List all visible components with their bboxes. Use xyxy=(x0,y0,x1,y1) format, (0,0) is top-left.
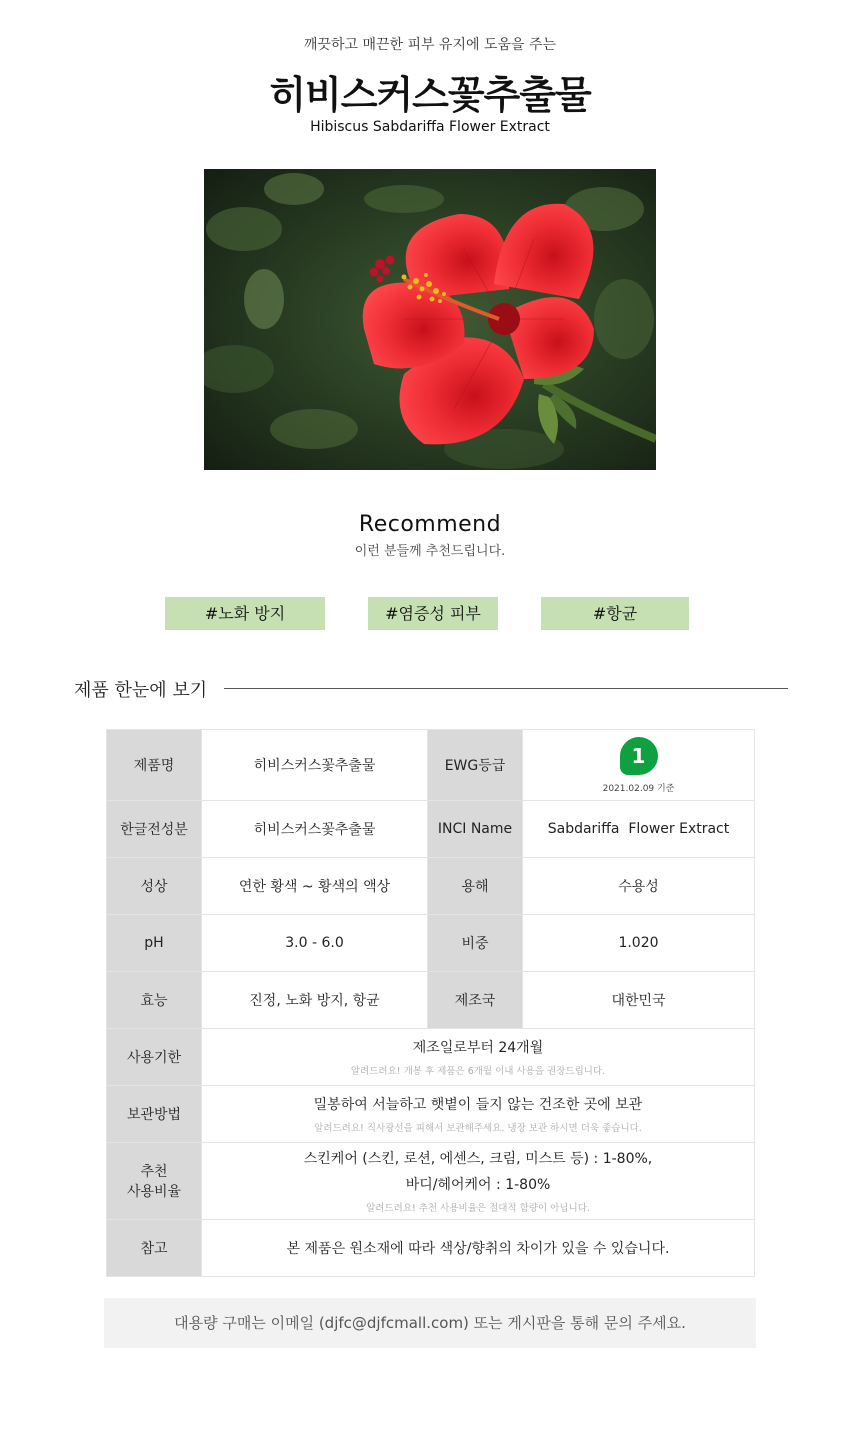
korean-name-label: 한글전성분 xyxy=(107,801,202,858)
inci-label: INCI Name xyxy=(428,801,523,858)
table-row xyxy=(107,1029,755,1086)
ewg-date: 2021.02.09 기준 xyxy=(602,783,675,794)
ewg-label: EWG등급 xyxy=(428,730,523,801)
shelf-life-cell xyxy=(202,1029,755,1086)
recommend-tag-anti-aging: #노화 방지 xyxy=(165,597,325,630)
origin-value: 대한민국 xyxy=(523,972,755,1029)
product-subtitle: 깨끗하고 매끈한 피부 유지에 도움을 주는 xyxy=(303,37,557,53)
ph-value: 3.0 - 6.0 xyxy=(202,915,428,972)
storage-note: 알려드려요! 직사광선을 피해서 보관해주세요. 냉장 보관 하시면 더욱 좋습니다. xyxy=(314,1123,642,1134)
product-title: 히비스커스꽃추출물 xyxy=(269,73,591,117)
usage-value-line1: 스킨케어 (스킨, 로션, 에센스, 크림, 미스트 등) : 1-80%, xyxy=(303,1151,653,1167)
table-row xyxy=(107,972,755,1029)
korean-name-value: 히비스커스꽃추출물 xyxy=(202,801,428,858)
usage-label-line1: 추천 xyxy=(140,1164,168,1180)
table-row xyxy=(107,858,755,915)
inci-value: Sabdariffa Flower Extract xyxy=(523,801,755,858)
table-row xyxy=(107,1143,755,1220)
product-name-label: 제품명 xyxy=(107,730,202,801)
appearance-label: 성상 xyxy=(107,858,202,915)
solubility-label: 용해 xyxy=(428,858,523,915)
shelf-life-label: 사용기한 xyxy=(107,1029,202,1086)
usage-label-line2: 사용비율 xyxy=(126,1184,182,1200)
origin-label: 제조국 xyxy=(428,972,523,1029)
table-row xyxy=(107,801,755,858)
storage-value: 밀봉하여 서늘하고 햇볕이 들지 않는 건조한 곳에 보관 xyxy=(313,1097,643,1113)
efficacy-label: 효능 xyxy=(107,972,202,1029)
gravity-value: 1.020 xyxy=(523,915,755,972)
section-divider xyxy=(224,688,788,689)
storage-label: 보관방법 xyxy=(107,1086,202,1143)
ewg-cell xyxy=(523,730,755,801)
ewg-grade-badge: 1 xyxy=(620,737,658,775)
table-row xyxy=(107,1220,755,1277)
reference-label: 참고 xyxy=(107,1220,202,1277)
usage-cell xyxy=(202,1143,755,1220)
gravity-label: 비중 xyxy=(428,915,523,972)
storage-cell xyxy=(202,1086,755,1143)
appearance-value: 연한 황색 ~ 황색의 액상 xyxy=(202,858,428,915)
shelf-life-value: 제조일로부터 24개월 xyxy=(412,1040,544,1056)
table-row xyxy=(107,730,755,801)
overview-section-title: 제품 한눈에 보기 xyxy=(74,680,208,701)
reference-value: 본 제품은 원소재에 따라 색상/향취의 차이가 있을 수 있습니다. xyxy=(202,1220,755,1277)
recommend-tag-antibacterial: #항균 xyxy=(541,597,689,630)
table-row xyxy=(107,915,755,972)
table-row xyxy=(107,1086,755,1143)
recommend-tag-inflammatory-skin: #염증성 피부 xyxy=(368,597,498,630)
recommend-title: Recommend xyxy=(358,512,502,537)
hibiscus-flower-image xyxy=(204,169,656,470)
ph-label: pH xyxy=(107,915,202,972)
product-spec-table xyxy=(106,729,755,1277)
usage-label xyxy=(107,1143,202,1220)
product-name-value: 히비스커스꽃추출물 xyxy=(202,730,428,801)
product-english-name: Hibiscus Sabdariffa Flower Extract xyxy=(310,119,550,135)
recommend-subtitle: 이런 분들께 추천드립니다. xyxy=(354,544,506,559)
efficacy-value: 진정, 노화 방지, 항균 xyxy=(202,972,428,1029)
usage-note: 알려드려요! 추천 사용비율은 절대적 함량이 아닙니다. xyxy=(366,1203,590,1214)
shelf-life-note: 알려드려요! 개봉 후 제품은 6개월 이내 사용을 권장드립니다. xyxy=(350,1066,606,1077)
usage-value-line2: 바디/헤어케어 : 1-80% xyxy=(405,1177,551,1193)
solubility-value: 수용성 xyxy=(523,858,755,915)
bulk-order-notice: 대용량 구매는 이메일 (djfc@djfcmall.com) 또는 게시판을 통해 문의 주세요. xyxy=(104,1298,756,1348)
